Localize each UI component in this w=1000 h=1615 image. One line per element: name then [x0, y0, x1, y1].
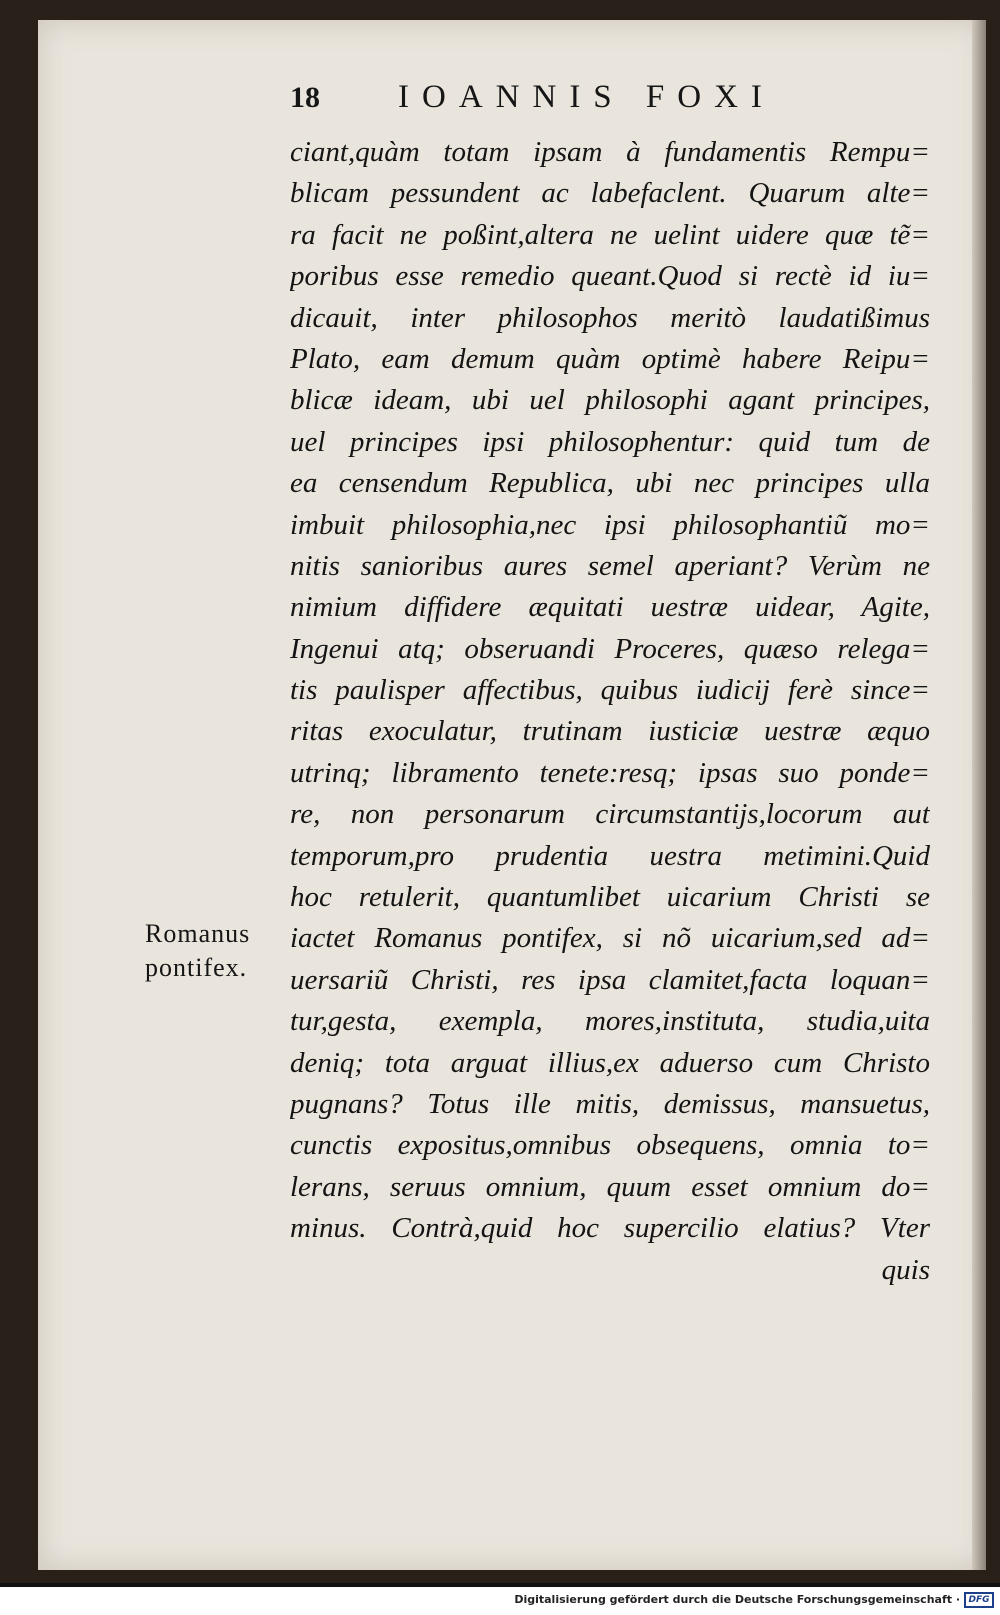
- digitization-credit: Digitalisierung gefördert durch die Deutsche Forschungsgemeinschaft ·: [514, 1593, 960, 1606]
- body-text: [290, 132, 930, 1291]
- text-line: cunctis expositus,omnibus obsequens, omnia to=: [290, 1129, 930, 1162]
- text-line: nitis sanioribus aures semel aperiant? Verùm ne: [290, 549, 930, 582]
- dfg-logo-icon: DFG: [964, 1592, 994, 1608]
- folio-number: 18: [290, 81, 320, 114]
- text-line: uersariũ Christi, res ipsa clamitet,facta loquan=: [290, 963, 930, 996]
- catchword: quis: [881, 1253, 930, 1286]
- page-edge: [972, 20, 986, 1570]
- text-line: iactet Romanus pontifex, si nõ uicarium,sed ad=: [290, 922, 930, 955]
- text-line: blicæ ideam, ubi uel philosophi agant principes,: [290, 384, 930, 417]
- marginal-note-line: pontifex.: [145, 953, 248, 982]
- text-line: deniq; tota arguat illius,ex aduerso cum Christo: [290, 1046, 930, 1079]
- text-line: uel principes ipsi philosophentur: quid tum de: [290, 425, 930, 458]
- digitization-credit-bar: [0, 1587, 1000, 1615]
- running-title: IOANNIS FOXI: [398, 79, 775, 115]
- text-line: utrinq; libramento tenete:resq; ipsas suo ponde=: [290, 756, 930, 789]
- text-line: lerans, seruus omnium, quum esset omnium do=: [290, 1170, 930, 1203]
- text-line: ciant,quàm totam ipsam à fundamentis Rempu=: [290, 136, 930, 168]
- text-line: ea censendum Republica, ubi nec principes ulla: [290, 467, 930, 500]
- text-line: poribus esse remedio queant.Quod si rectè id iu=: [290, 260, 930, 293]
- marginal-note-line: Romanus: [145, 919, 251, 948]
- text-line: ra facit ne poßint,altera ne uelint uidere quæ tẽ=: [290, 218, 930, 251]
- text-line: pugnans? Totus ille mitis, demissus, mansuetus,: [290, 1087, 930, 1120]
- text-line: nimium diffidere æquitati uestræ uidear, Agite,: [290, 591, 930, 624]
- text-line: Ingenui atq; obseruandi Proceres, quæso relega=: [290, 632, 930, 665]
- text-line: minus. Contrà,quid hoc supercilio elatius? Vter: [290, 1212, 930, 1245]
- text-line: blicam pessundent ac labefaclent. Quarum alte=: [290, 177, 930, 210]
- text-line: ritas exoculatur, trutinam iusticiæ uestræ æquo: [290, 715, 930, 748]
- page-header: [290, 75, 910, 125]
- text-line: tis paulisper affectibus, quibus iudicij ferè since=: [290, 674, 930, 707]
- text-line: temporum,pro prudentia uestra metimini.Quid: [290, 839, 930, 872]
- text-line: dicauit, inter philosophos meritò laudatißimus: [290, 301, 930, 334]
- text-line: Plato, eam demum quàm optimè habere Reipu=: [290, 342, 930, 375]
- text-line: tur,gesta, exempla, mores,instituta, studia,uita: [290, 1005, 930, 1038]
- text-line: hoc retulerit, quantumlibet uicarium Christi se: [290, 881, 930, 914]
- text-line: imbuit philosophia,nec ipsi philosophantiũ mo=: [290, 508, 930, 541]
- marginal-note: [145, 917, 295, 985]
- text-line: re, non personarum circumstantijs,locorum aut: [290, 798, 930, 831]
